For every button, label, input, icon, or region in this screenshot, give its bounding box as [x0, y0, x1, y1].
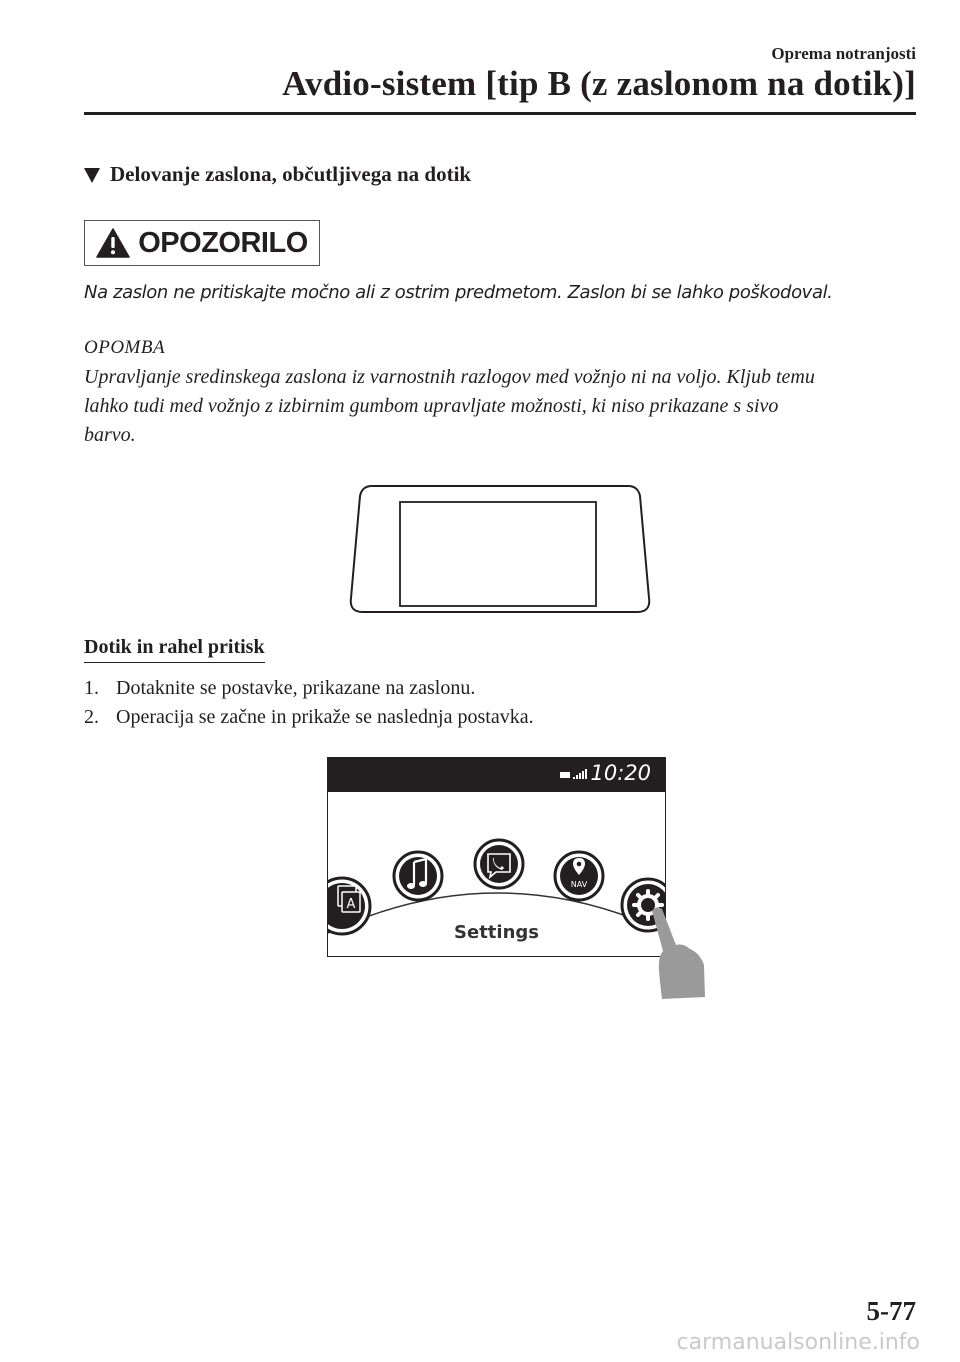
step-number: 2. — [84, 706, 99, 728]
warning-box — [84, 220, 320, 266]
navigation-icon[interactable] — [555, 852, 603, 900]
steps-list — [84, 674, 534, 732]
note-body — [84, 363, 924, 450]
settings-label: Settings — [454, 922, 539, 943]
subsection-heading-text: Delovanje zaslona, občutljivega na dotik — [110, 162, 472, 186]
page-number: 5-77 — [866, 1296, 916, 1326]
step-number: 1. — [84, 677, 99, 699]
note-line: barvo. — [84, 424, 136, 446]
nav-label: NAV — [570, 880, 588, 889]
note-line: Upravljanje sredinskega zaslona iz varnostnih razlogov med vožnjo ni na voljo. Kljub temu — [84, 366, 815, 388]
triangle-bullet-icon — [84, 168, 100, 183]
warning-text: Na zaslon ne pritiskajte močno ali z ostrim predmetom. Zaslon bi se lahko poškodoval. — [84, 282, 833, 303]
warning-triangle-icon — [96, 228, 130, 258]
music-icon[interactable] — [394, 852, 442, 900]
warning-label: OPOZORILO — [138, 226, 308, 259]
touch-screen-illustration — [327, 757, 666, 957]
note-line: lahko tudi med vožnjo z izbirnim gumbom upravljate možnosti, ki niso prikazane s sivo — [84, 395, 779, 417]
finger-pointer-icon — [650, 905, 710, 1001]
list-item — [84, 674, 534, 703]
center-display-illustration — [340, 480, 660, 620]
watermark: carmanualsonline.info — [676, 1330, 920, 1355]
page-title: Avdio-sistem [tip B (z zaslonom na dotik)] — [282, 64, 916, 103]
step-text: Operacija se začne in prikaže se naslednja postavka. — [116, 706, 534, 728]
step-text: Dotaknite se postavke, prikazane na zaslonu. — [116, 677, 476, 699]
app-letter: A — [346, 897, 356, 912]
subsection-heading — [84, 162, 471, 187]
list-item — [84, 703, 534, 732]
touch-section-heading: Dotik in rahel pritisk — [84, 636, 265, 663]
clock-time: 10:20 — [590, 761, 651, 785]
section-label: Oprema notranjosti — [771, 44, 916, 63]
phone-icon[interactable] — [475, 840, 523, 888]
note-title: OPOMBA — [84, 337, 166, 358]
title-rule — [84, 112, 916, 115]
